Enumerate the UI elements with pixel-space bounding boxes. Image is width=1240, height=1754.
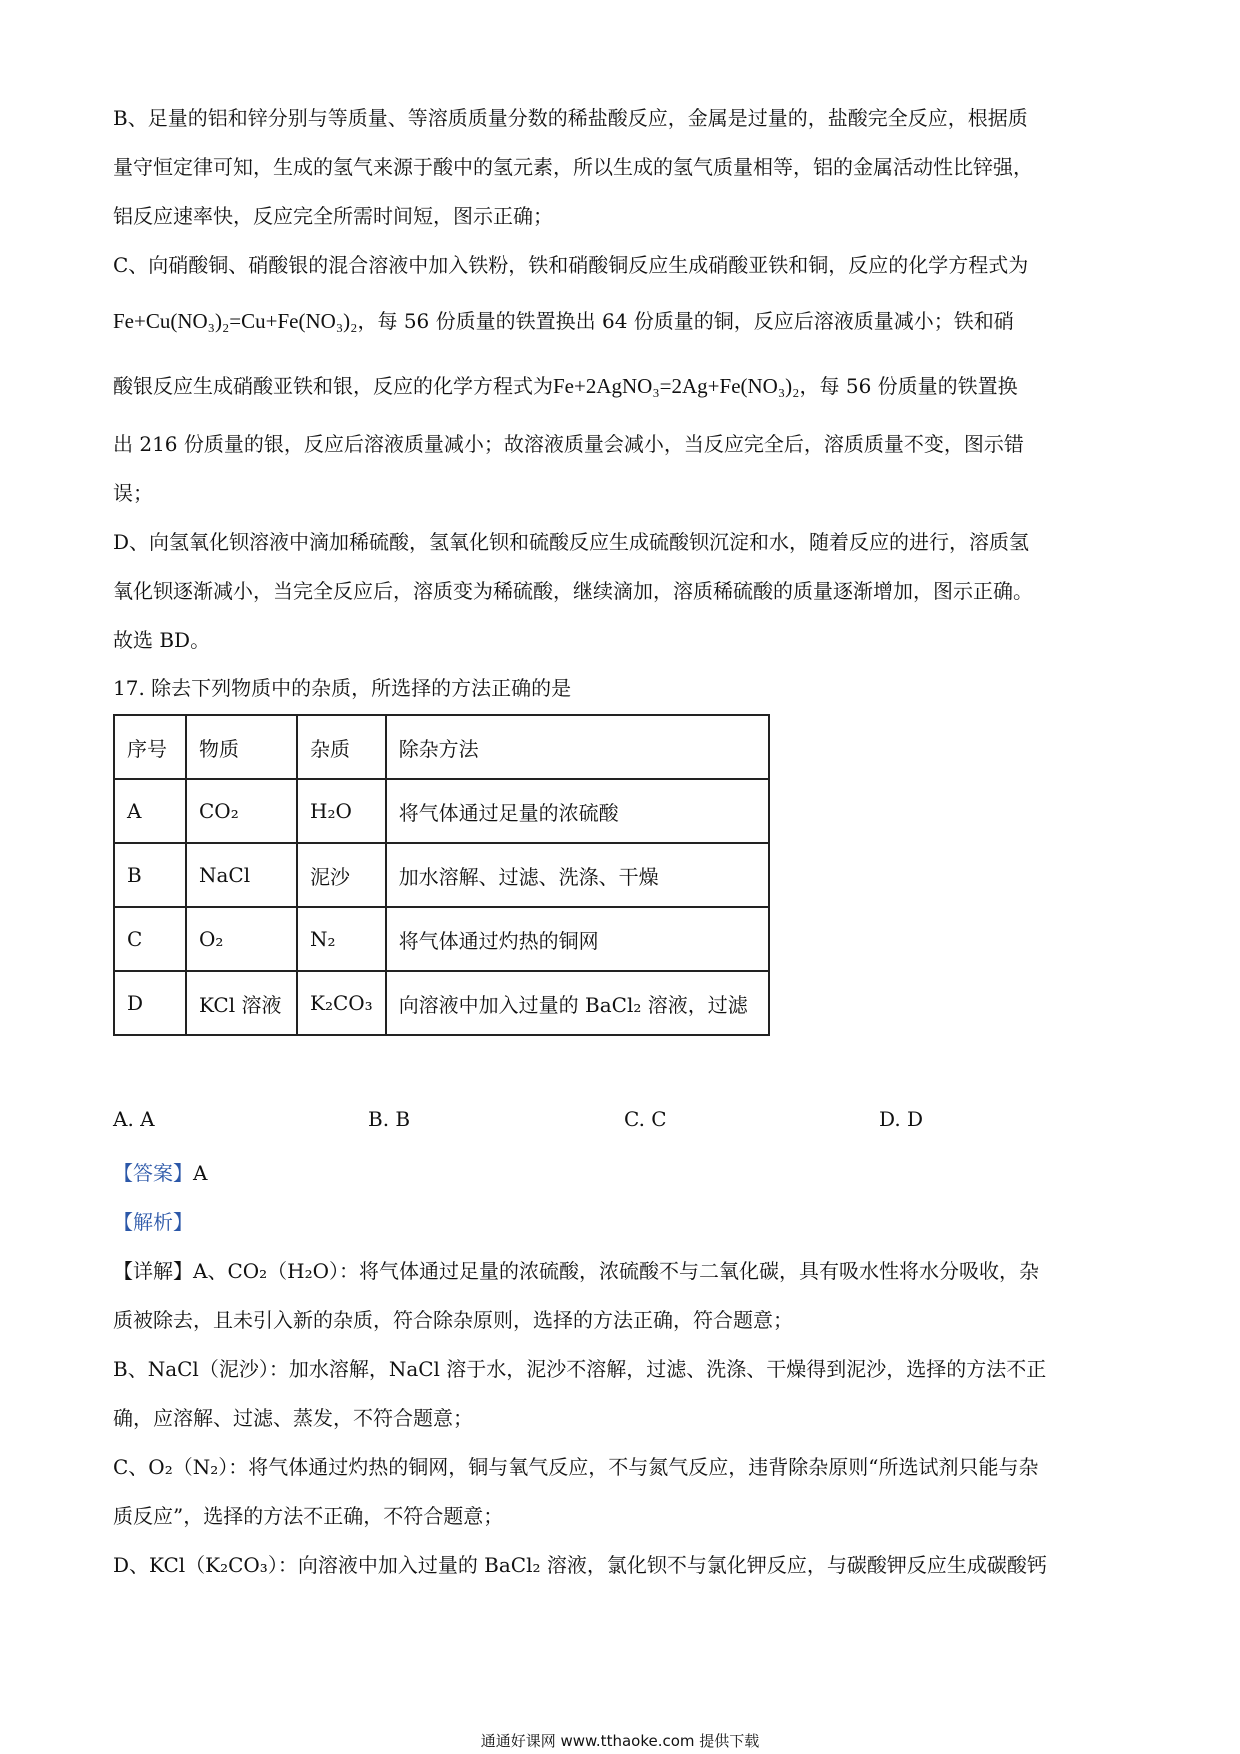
answer-line <box>113 1158 207 1188</box>
explanation-line: B、足量的铝和锌分别与等质量、等溶质质量分数的稀盐酸反应，金属是过量的，盐酸完全反应，根据质 <box>113 106 1028 130</box>
header-cell: 杂质 <box>297 715 386 779</box>
header-cell: 序号 <box>114 715 186 779</box>
option-a: A. A <box>113 1107 155 1131</box>
table-cell: B <box>114 843 186 907</box>
table-cell: C <box>114 907 186 971</box>
table-cell: D <box>114 971 186 1035</box>
analysis-line: 质被除去，且未引入新的杂质，符合除杂原则，选择的方法正确，符合题意； <box>113 1308 793 1332</box>
table-cell: A <box>114 779 186 843</box>
table-cell: K₂CO₃ <box>297 971 386 1035</box>
explanation-line: C、向硝酸铜、硝酸银的混合溶液中加入铁粉，铁和硝酸铜反应生成硝酸亚铁和铜，反应的化学方程式为 <box>113 253 1029 277</box>
table-cell: 向溶液中加入过量的 BaCl₂ 溶液，过滤 <box>386 971 769 1035</box>
table-cell: N₂ <box>297 907 386 971</box>
impurity-table <box>113 714 770 1036</box>
table-cell: 将气体通过足量的浓硫酸 <box>386 779 769 843</box>
header-cell: 除杂方法 <box>386 715 769 779</box>
table-cell: H₂O <box>297 779 386 843</box>
header-cell: 物质 <box>186 715 297 779</box>
analysis-label-text: 【解析】 <box>113 1210 193 1234</box>
table-row <box>114 779 769 843</box>
explanation-line: 氧化钡逐渐减小，当完全反应后，溶质变为稀硫酸，继续滴加，溶质稀硫酸的质量逐渐增加，图示正确。 <box>113 579 1033 603</box>
table-row <box>114 971 769 1035</box>
equation-text: ，每 56 份质量的铁置换出 64 份质量的铜，反应后溶液质量减小；铁和硝 <box>357 309 1014 333</box>
analysis-line: 确，应溶解、过滤、蒸发，不符合题意； <box>113 1406 473 1430</box>
explanation-line: 误； <box>113 481 153 505</box>
equation-text: 酸银反应生成硝酸亚铁和银，反应的化学方程式为 <box>113 374 553 398</box>
table-cell: 将气体通过灼热的铜网 <box>386 907 769 971</box>
equation-text: ，每 56 份质量的铁置换 <box>799 374 1018 398</box>
explanation-line: 出 216 份质量的银，反应后溶液质量减小；故溶液质量会减小，当反应完全后，溶质质量不变，图示错 <box>113 432 1024 456</box>
explanation-line: 铝反应速率快，反应完全所需时间短，图示正确； <box>113 204 553 228</box>
table-cell: KCl 溶液 <box>186 971 297 1035</box>
answer-value: A <box>193 1161 208 1185</box>
analysis-label <box>113 1207 193 1237</box>
table-cell: 泥沙 <box>297 843 386 907</box>
explanation-line: 量守恒定律可知，生成的氢气来源于酸中的氢元素，所以生成的氢气质量相等，铝的金属活动性比锌强， <box>113 155 1033 179</box>
explanation-line <box>113 371 1018 401</box>
option-b: B. B <box>368 1107 411 1131</box>
analysis-line: B、NaCl（泥沙）：加水溶解，NaCl 溶于水，泥沙不溶解，过滤、洗涤、干燥得到泥沙，选择的方法不正 <box>113 1357 1047 1381</box>
table-header-row <box>114 715 769 779</box>
explanation-line <box>113 306 1014 336</box>
table-row <box>114 843 769 907</box>
table-cell: 加水溶解、过滤、洗涤、干燥 <box>386 843 769 907</box>
table-row <box>114 907 769 971</box>
option-d: D. D <box>879 1107 924 1131</box>
analysis-line: D、KCl（K₂CO₃）：向溶液中加入过量的 BaCl₂ 溶液，氯化钡不与氯化钾反应，与碳酸钾反应生成碳酸钙 <box>113 1553 1047 1577</box>
answer-label: 【答案】 <box>113 1161 193 1185</box>
table-cell: CO₂ <box>186 779 297 843</box>
chemical-equation: Fe+Cu(NO₃)₂=Cu+Fe(NO₃)₂ <box>113 309 358 333</box>
table-cell: O₂ <box>186 907 297 971</box>
explanation-line: D、向氢氧化钡溶液中滴加稀硫酸，氢氧化钡和硫酸反应生成硫酸钡沉淀和水，随着反应的进行，溶质氢 <box>113 530 1030 554</box>
choice-conclusion: 故选 BD。 <box>113 628 211 652</box>
chemical-equation: Fe+2AgNO₃=2Ag+Fe(NO₃)₂ <box>553 374 800 398</box>
analysis-line: 质反应”，选择的方法不正确，不符合题意； <box>113 1504 504 1528</box>
question-stem: 17. 除去下列物质中的杂质，所选择的方法正确的是 <box>113 676 572 700</box>
option-c: C. C <box>624 1107 667 1131</box>
analysis-line: C、O₂（N₂）：将气体通过灼热的铜网，铜与氧气反应，不与氮气反应，违背除杂原则“所选试剂只能与杂 <box>113 1455 1039 1479</box>
table-cell: NaCl <box>186 843 297 907</box>
analysis-line: 【详解】A、CO₂（H₂O）：将气体通过足量的浓硫酸，浓硫酸不与二氧化碳，具有吸水性将水分吸收，杂 <box>113 1259 1040 1283</box>
page-footer: 通通好课网 www.tthaoke.com 提供下载 <box>480 1732 760 1750</box>
